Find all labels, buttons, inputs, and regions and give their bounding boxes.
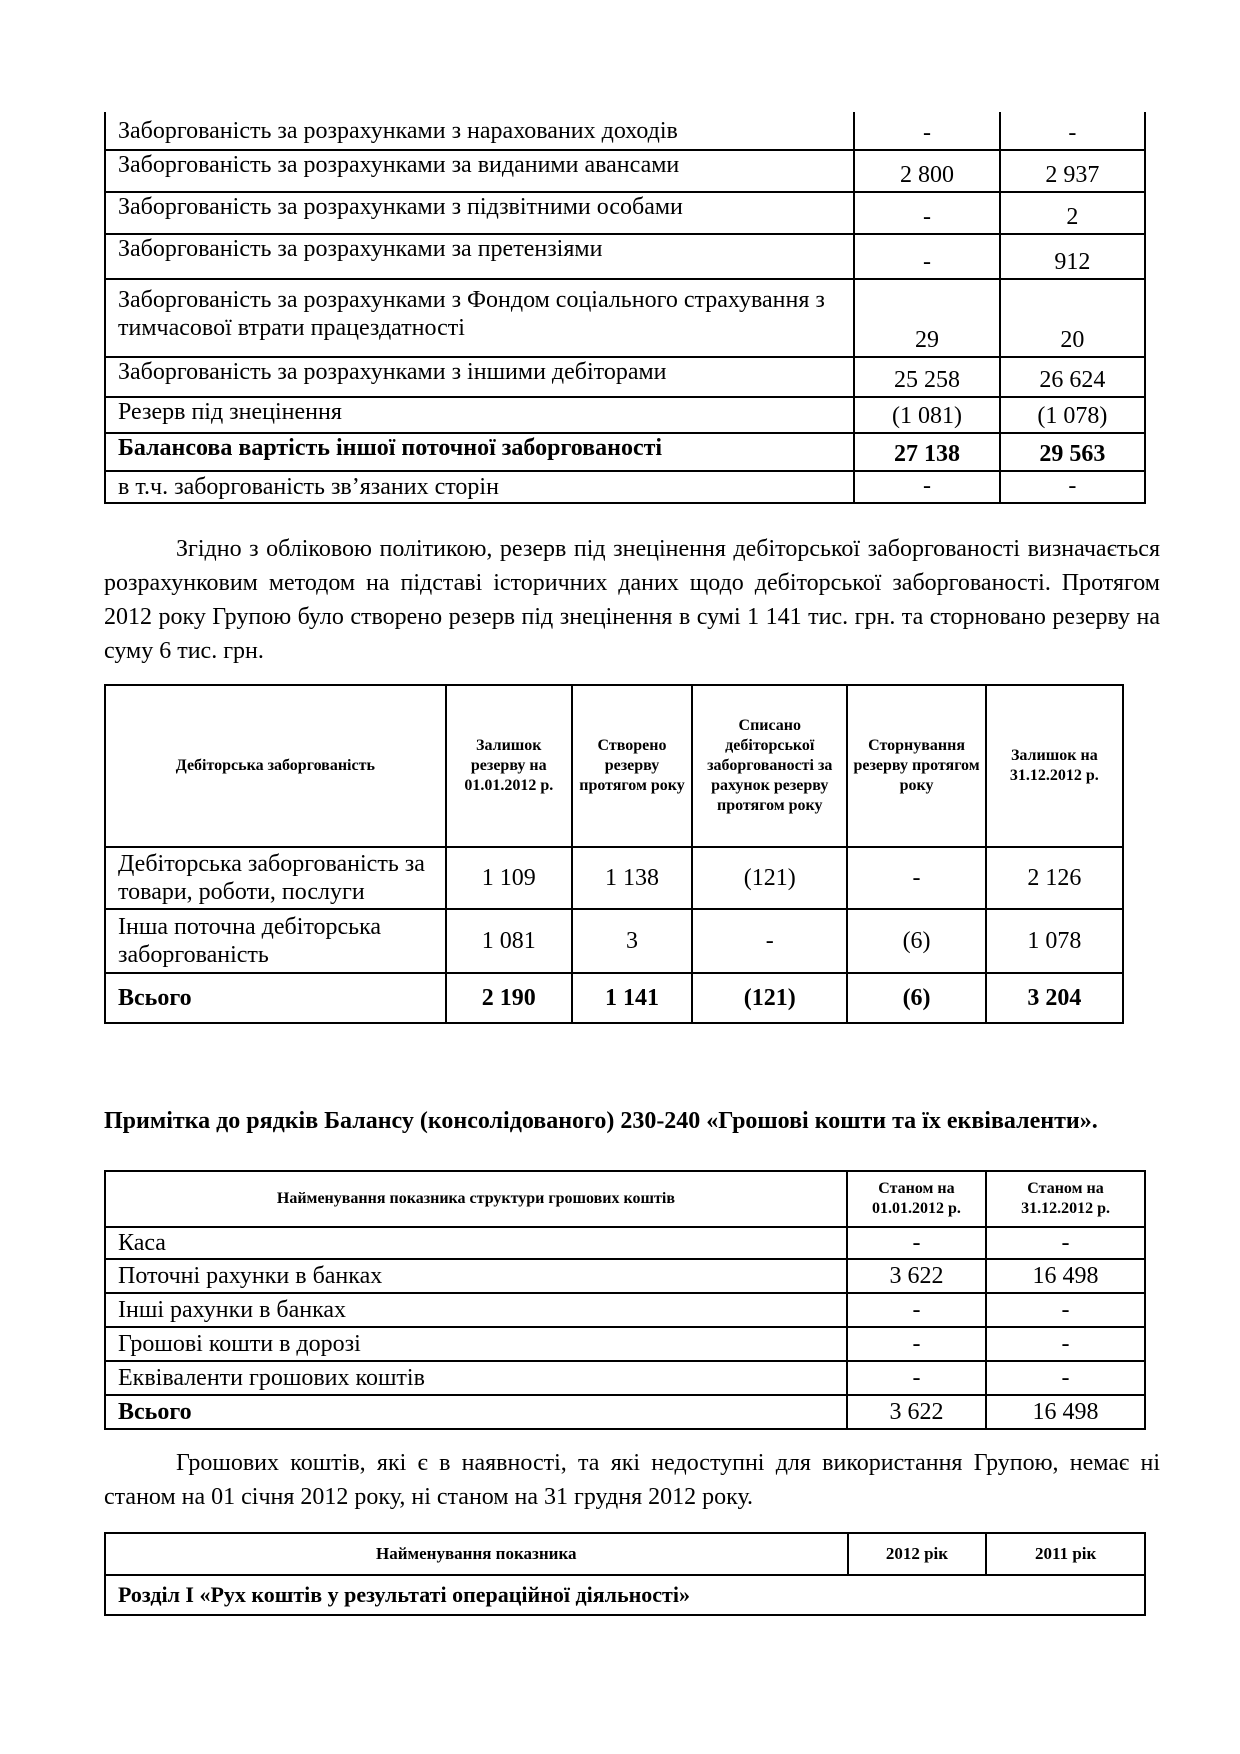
reserve-movement-table — [104, 684, 1124, 1024]
table-row — [105, 112, 1145, 150]
value-cell: 2 — [1000, 192, 1145, 234]
value-cell: - — [847, 1361, 986, 1395]
value-cell: 20 — [1000, 279, 1145, 357]
value-cell: 3 622 — [847, 1395, 986, 1429]
value-cell: - — [854, 471, 999, 503]
value-cell: 2 126 — [986, 847, 1123, 909]
value-cell: 29 563 — [1000, 433, 1145, 471]
table-row — [105, 471, 1145, 503]
column-header: Залишок резерву на 01.01.2012 р. — [446, 685, 572, 847]
value-cell: - — [986, 1327, 1145, 1361]
value-cell: 16 498 — [986, 1395, 1145, 1429]
value-cell: (1 081) — [854, 397, 999, 433]
value-cell: - — [986, 1293, 1145, 1327]
column-header: Сторнування резерву протягом року — [847, 685, 985, 847]
value-cell: - — [847, 1293, 986, 1327]
table-row — [105, 234, 1145, 279]
table-row — [105, 1227, 1145, 1259]
value-cell: 1 109 — [446, 847, 572, 909]
row-label: Грошові кошти в дорозі — [105, 1327, 847, 1361]
value-cell: 3 622 — [847, 1259, 986, 1293]
table-row — [105, 150, 1145, 192]
value-cell: - — [847, 1227, 986, 1259]
value-cell: 1 141 — [572, 973, 692, 1023]
value-cell: - — [692, 909, 847, 973]
row-label: Заборгованість за розрахунками за виданими авансами — [105, 150, 854, 192]
row-label: Заборгованість за розрахунками з підзвітними особами — [105, 192, 854, 234]
column-header: Списано дебіторської заборгованості за рахунок резерву протягом року — [692, 685, 847, 847]
value-cell: - — [1000, 471, 1145, 503]
row-label: Каса — [105, 1227, 847, 1259]
row-label: Всього — [105, 973, 446, 1023]
table-row — [105, 1327, 1145, 1361]
note-title: Примітка до рядків Балансу (консолідованого) 230-240 «Грошові кошти та їх еквіваленти». — [104, 1108, 1098, 1134]
column-header: Станом на 01.01.2012 р. — [847, 1171, 986, 1227]
value-cell: - — [986, 1361, 1145, 1395]
value-cell: - — [854, 112, 999, 150]
table-row — [105, 1293, 1145, 1327]
row-label: Дебіторська заборгованість за товари, роботи, послуги — [105, 847, 446, 909]
row-label: Всього — [105, 1395, 847, 1429]
table-row — [105, 357, 1145, 397]
value-cell: (1 078) — [1000, 397, 1145, 433]
value-cell: 3 — [572, 909, 692, 973]
value-cell: 1 078 — [986, 909, 1123, 973]
policy-paragraph: Згідно з обліковою політикою, резерв під знецінення дебіторської заборгованості визначається розрахунковим методом на підставі історичних даних щодо дебіторської заборгованості. Протягом 2012 року Групою було створено резерв під знецінення в сумі 1 141 тис. грн. та сторновано резерву на суму 6 тис. грн. — [104, 536, 1160, 664]
row-label: Балансова вартість іншої поточної заборгованості — [105, 433, 854, 471]
row-label: Поточні рахунки в банках — [105, 1259, 847, 1293]
column-header: 2012 рік — [848, 1533, 987, 1575]
value-cell: 2 190 — [446, 973, 572, 1023]
value-cell: 16 498 — [986, 1259, 1145, 1293]
value-cell: 2 800 — [854, 150, 999, 192]
value-cell: (121) — [692, 847, 847, 909]
table-row — [105, 973, 1123, 1023]
cash-flow-table — [104, 1532, 1146, 1616]
value-cell: 26 624 — [1000, 357, 1145, 397]
value-cell: - — [1000, 112, 1145, 150]
cash-structure-table — [104, 1170, 1146, 1430]
value-cell: 1 081 — [446, 909, 572, 973]
row-label: Інші рахунки в банках — [105, 1293, 847, 1327]
value-cell: 29 — [854, 279, 999, 357]
row-label: Заборгованість за розрахунками з Фондом соціального страхування з тимчасової втрати працездатності — [105, 279, 854, 357]
column-header: Дебіторська заборгованість — [105, 685, 446, 847]
value-cell: (6) — [847, 973, 985, 1023]
row-label: Резерв під знецінення — [105, 397, 854, 433]
table-row — [105, 192, 1145, 234]
row-label: Заборгованість за розрахунками за претензіями — [105, 234, 854, 279]
column-header: Найменування показника структури грошових коштів — [105, 1171, 847, 1227]
value-cell: 3 204 — [986, 973, 1123, 1023]
value-cell: (121) — [692, 973, 847, 1023]
table-header-row — [105, 685, 1123, 847]
table-row — [105, 1575, 1145, 1615]
value-cell: 25 258 — [854, 357, 999, 397]
row-label: Заборгованість за розрахунками з іншими дебіторами — [105, 357, 854, 397]
value-cell: - — [854, 192, 999, 234]
row-label: в т.ч. заборгованість зв’язаних сторін — [105, 471, 854, 503]
table-header-row — [105, 1171, 1145, 1227]
column-header: Станом на 31.12.2012 р. — [986, 1171, 1145, 1227]
row-label: Заборгованість за розрахунками з нарахованих доходів — [105, 112, 854, 150]
table-header-row — [105, 1533, 1145, 1575]
table-row — [105, 847, 1123, 909]
table-row — [105, 433, 1145, 471]
column-header: Створено резерву протягом року — [572, 685, 692, 847]
table-row — [105, 1395, 1145, 1429]
column-header: Найменування показника — [105, 1533, 848, 1575]
value-cell: 2 937 — [1000, 150, 1145, 192]
column-header: Залишок на 31.12.2012 р. — [986, 685, 1123, 847]
table-row — [105, 1361, 1145, 1395]
row-label: Інша поточна дебіторська заборгованість — [105, 909, 446, 973]
table-row — [105, 1259, 1145, 1293]
table-row — [105, 397, 1145, 433]
value-cell: 27 138 — [854, 433, 999, 471]
value-cell: 912 — [1000, 234, 1145, 279]
section-heading: Розділ І «Рух коштів у результаті операційної діяльності» — [105, 1575, 1145, 1615]
value-cell: - — [847, 847, 985, 909]
value-cell: - — [986, 1227, 1145, 1259]
cash-paragraph: Грошових коштів, які є в наявності, та які недоступні для використання Групою, немає ні станом на 01 січня 2012 року, ні станом на 31 грудня 2012 року. — [104, 1450, 1160, 1510]
value-cell: 1 138 — [572, 847, 692, 909]
column-header: 2011 рік — [986, 1533, 1145, 1575]
table-row — [105, 909, 1123, 973]
value-cell: - — [854, 234, 999, 279]
row-label: Еквіваленти грошових коштів — [105, 1361, 847, 1395]
table-row — [105, 279, 1145, 357]
value-cell: (6) — [847, 909, 985, 973]
value-cell: - — [847, 1327, 986, 1361]
other-receivables-table — [104, 112, 1146, 504]
